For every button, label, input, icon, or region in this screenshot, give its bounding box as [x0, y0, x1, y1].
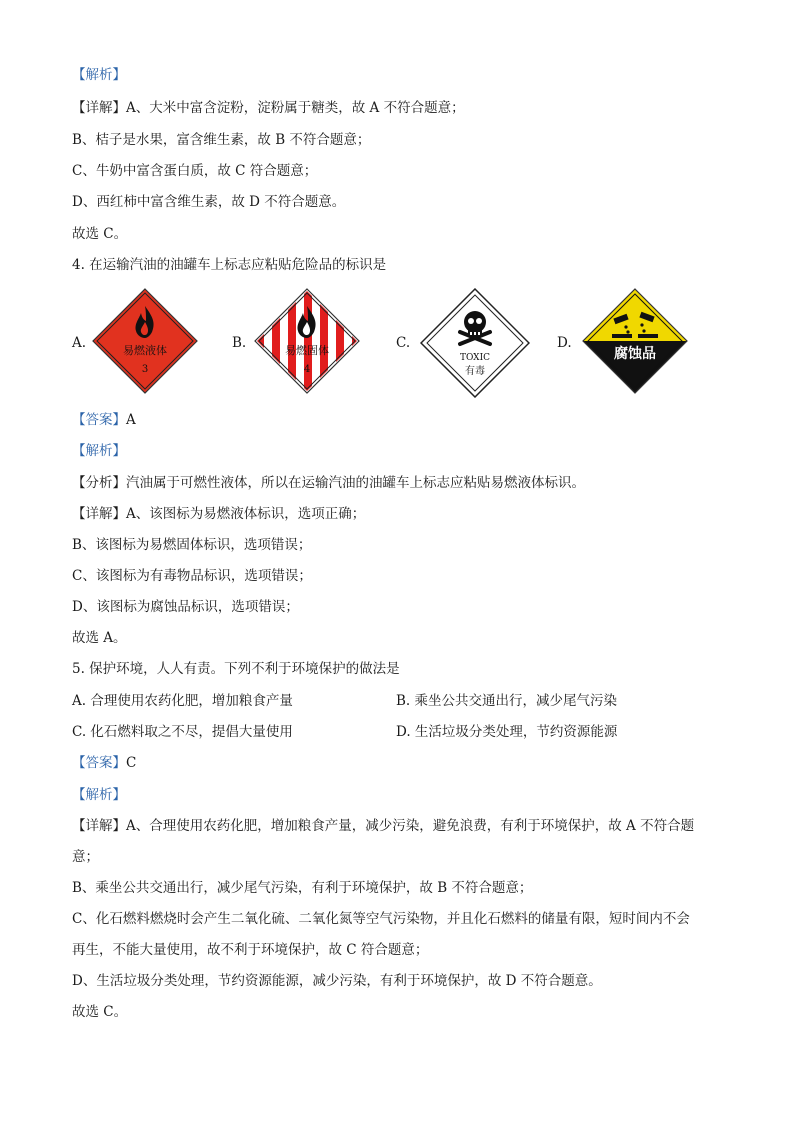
q4-detail-d: D、该图标为腐蚀品标识，选项错误； — [72, 599, 299, 615]
toxic-sign-icon — [420, 288, 530, 398]
q3-conclusion: 故选 C。 — [72, 226, 128, 242]
sign-c-chinese: 有毒 — [465, 366, 485, 377]
q3-detail-a: 【详解】A、大米中富含淀粉，淀粉属于糖类，故 A 不符合题意； — [72, 100, 465, 116]
q4-analysis-heading: 【解析】 — [72, 443, 126, 459]
q5-detail-c-cont: 再生，不能大量使用，故不利于环境保护，故 C 符合题意； — [72, 942, 429, 958]
sign-a-text: 易燃液体 — [123, 344, 167, 357]
flammable-solid-sign-icon — [254, 288, 360, 394]
q5-option-b: B. 乘坐公共交通出行，减少尾气污染 — [396, 693, 618, 709]
q4-option-c-label: C. — [396, 335, 411, 351]
q5-option-a: A. 合理使用农药化肥，增加粮食产量 — [72, 693, 293, 709]
q5-stem: 5. 保护环境，人人有责。下列不利于环境保护的做法是 — [72, 661, 400, 677]
sign-a-number: 3 — [141, 364, 149, 375]
q3-detail-d: D、西红柿中富含维生素，故 D 不符合题意。 — [72, 194, 346, 210]
sign-d-text: 腐蚀品 — [614, 346, 656, 362]
q5-detail-c: C、化石燃料燃烧时会产生二氧化硫、二氧化氮等空气污染物，并且化石燃料的储量有限，短时间内不会 — [72, 911, 690, 927]
q4-analysis: 【分析】汽油属于可燃性液体，所以在运输汽油的油罐车上标志应粘贴易燃液体标识。 — [72, 475, 585, 491]
q5-answer: 【答案】C — [72, 755, 137, 771]
q5-detail-a: 【详解】A、合理使用农药化肥，增加粮食产量，减少污染，避免浪费，有利于环境保护，故 A 不符合题 — [72, 818, 695, 834]
q4-answer: 【答案】A — [72, 412, 136, 428]
q5-detail-b: B、乘坐公共交通出行，减少尾气污染，有利于环境保护，故 B 不符合题意； — [72, 880, 533, 896]
q4-detail-c: C、该图标为有毒物品标识，选项错误； — [72, 568, 312, 584]
flammable-liquid-sign-icon — [92, 288, 198, 394]
sign-c-english: TOXIC — [459, 353, 491, 363]
q3-analysis-heading: 【解析】 — [72, 67, 126, 83]
q5-detail-d: D、生活垃圾分类处理，节约资源能源，减少污染，有利于环境保护，故 D 不符合题意。 — [72, 973, 602, 989]
q5-detail-a-cont: 意； — [72, 849, 99, 865]
q4-conclusion: 故选 A。 — [72, 630, 127, 646]
q5-conclusion: 故选 C。 — [72, 1004, 128, 1020]
q3-detail-b: B、桔子是水果，富含维生素，故 B 不符合题意； — [72, 132, 371, 148]
q3-detail-c: C、牛奶中富含蛋白质，故 C 符合题意； — [72, 163, 318, 179]
q4-option-d-label: D. — [557, 335, 572, 351]
q5-option-c: C. 化石燃料取之不尽，提倡大量使用 — [72, 724, 293, 740]
corrosive-sign-icon — [582, 288, 688, 394]
sign-b-text: 易燃固体 — [285, 344, 329, 357]
q4-detail-b: B、该图标为易燃固体标识，选项错误； — [72, 537, 312, 553]
q4-option-b-label: B. — [232, 335, 247, 351]
q4-stem: 4. 在运输汽油的油罐车上标志应粘贴危险品的标识是 — [72, 257, 387, 273]
q5-analysis-heading: 【解析】 — [72, 787, 126, 803]
q4-option-a-label: A. — [72, 335, 87, 351]
q5-option-d: D. 生活垃圾分类处理，节约资源能源 — [396, 724, 618, 740]
sign-b-number: 4 — [303, 364, 311, 375]
q4-detail-a: 【详解】A、该图标为易燃液体标识，选项正确； — [72, 506, 366, 522]
